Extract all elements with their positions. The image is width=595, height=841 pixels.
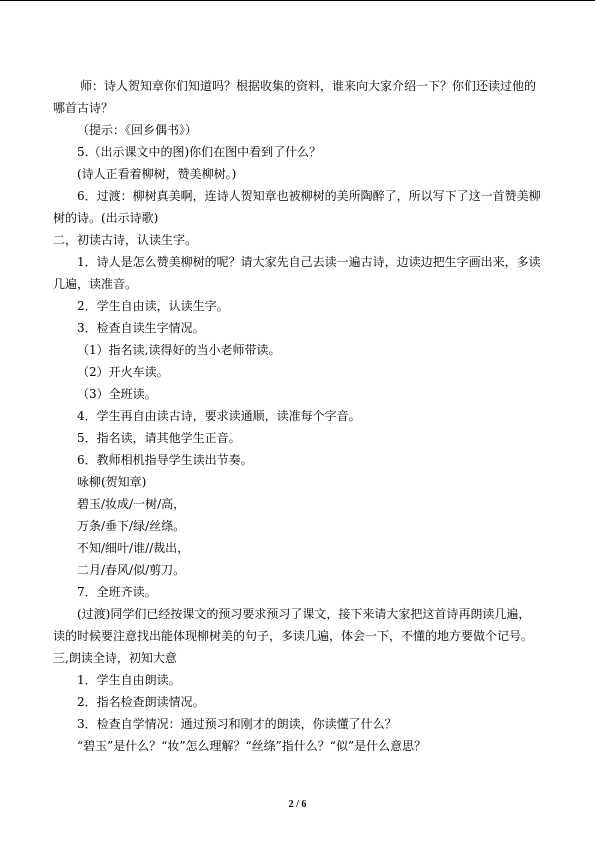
page-number: 2 / 6 — [288, 799, 307, 810]
paragraph-line: 读的时候要注意找出能体现柳树美的句子，多读几遍，体会一下，不懂的地方要做个记号。 — [53, 629, 534, 643]
paragraph-line: 树的诗。(出示诗歌) — [53, 211, 159, 225]
paragraph-line: 1．学生自由朗读。 — [77, 673, 181, 687]
header-rule — [0, 0, 595, 1]
paragraph-line: (过渡)同学们已经按课文的预习要求预习了课文，接下来请大家把这首诗再朗读几遍， — [77, 607, 531, 621]
paragraph-line: （3）全班读。 — [77, 387, 157, 401]
section-heading: 二，初读古诗，认读生字。 — [53, 233, 198, 247]
paragraph-line: 4．学生再自由读古诗，要求读通顺，读准每个字音。 — [77, 409, 361, 423]
poem-line: 碧玉/妆成/一树/高， — [77, 497, 186, 511]
paragraph-line: 1．诗人是怎么赞美柳树的呢？请大家先自己去读一遍古诗，边读边把生字画出来，多读 — [77, 255, 541, 269]
paragraph-line: 几遍，读准音。 — [53, 277, 138, 291]
paragraph-line: “碧玉”是什么？“妆”怎么理解？“丝绦”指什么？“似”是什么意思？ — [77, 739, 427, 753]
poem-line: 二月/春风/似/剪刀。 — [77, 563, 186, 577]
paragraph-line: 6．过渡：柳树真美啊，连诗人贺知章也被柳树的美所陶醉了，所以写下了这一首赞美柳 — [77, 189, 541, 203]
paragraph-line: 5．指名读，请其他学生正音。 — [77, 431, 241, 445]
poem-line: 万条/垂下/绿/丝绦。 — [77, 519, 186, 533]
paragraph-line: 3．检查自学情况：通过预习和刚才的朗读，你读懂了什么？ — [77, 717, 397, 731]
paragraph-line: （提示：《回乡偶书》） — [77, 123, 198, 137]
paragraph-line: 2．学生自由读，认读生字。 — [77, 299, 229, 313]
poem-line: 不知/细叶/谁//裁出， — [77, 541, 190, 555]
paragraph-line: 7．全班齐读。 — [77, 585, 157, 599]
paragraph-line: （2）开火车读。 — [77, 365, 169, 379]
paragraph-line: 师：诗人贺知章你们知道吗？根据收集的资料，谁来向大家介绍一下？你们还读过他的 — [80, 79, 537, 93]
paragraph-line: 5.（出示课文中的图)你们在图中看到了什么？ — [77, 145, 322, 159]
paragraph-line: 2．指名检查朗读情况。 — [77, 695, 205, 709]
section-heading: 三,朗读全诗，初知大意 — [53, 651, 177, 665]
paragraph-line: 3．检查自读生字情况。 — [77, 321, 205, 335]
poem-title: 咏柳(贺知章) — [77, 475, 147, 489]
paragraph-line: 6．教师相机指导学生读出节奏。 — [77, 453, 253, 467]
paragraph-line: （1）指名读,读得好的当小老师带读。 — [77, 343, 281, 357]
paragraph-line: 哪首古诗？ — [53, 101, 114, 115]
paragraph-line: (诗人正看着柳树，赞美柳树。) — [77, 167, 237, 181]
